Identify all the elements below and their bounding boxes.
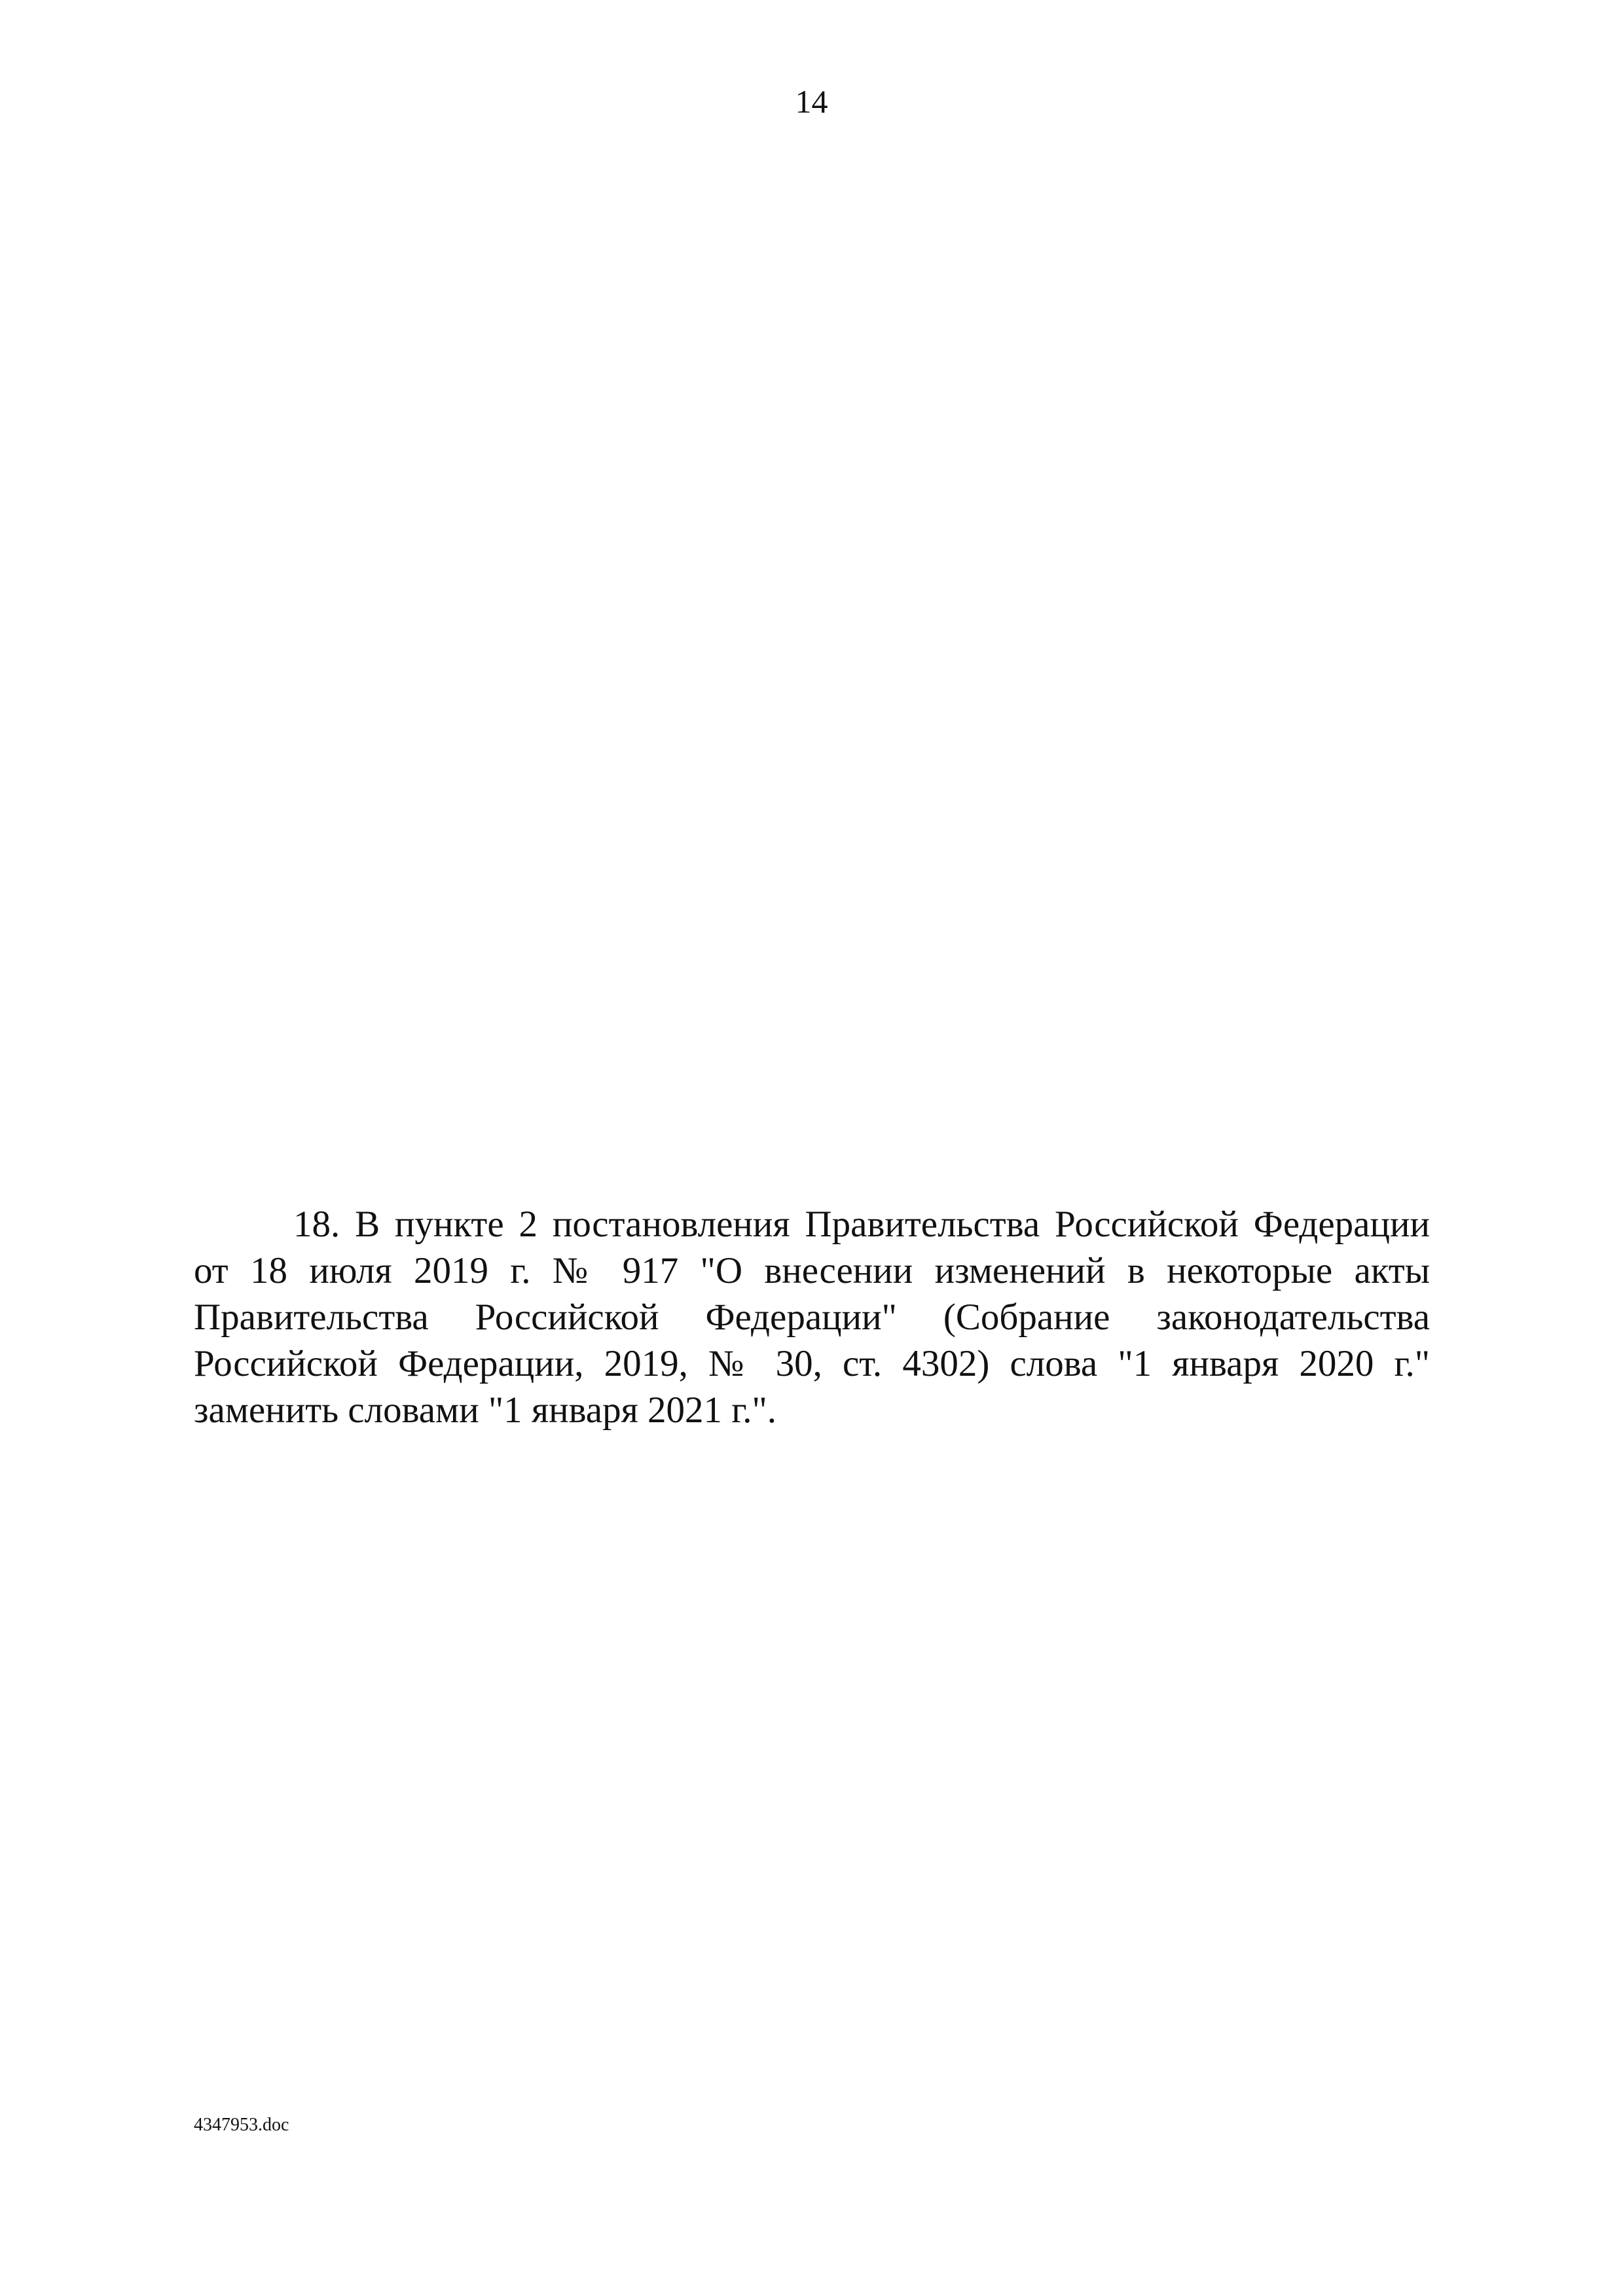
paragraph-line: 18. В пункте 2 постановления Правительства Российской Федерации: [293, 1204, 1430, 1245]
paragraph-line: Правительства Российской Федерации" (Собрание законодательства: [194, 1297, 1430, 1338]
paragraph-line: заменить словами "1 января 2021 г.".: [194, 1390, 777, 1431]
paragraph-line: от 18 июля 2019 г. № 917 "О внесении изменений в некоторые акты: [194, 1250, 1430, 1291]
page-number: 14: [795, 83, 828, 120]
footer-file-name: 4347953.doc: [194, 2115, 289, 2135]
paragraph-18: [194, 1201, 1430, 1433]
paragraph-line: Российской Федерации, 2019, № 30, ст. 4302) слова "1 января 2020 г.": [194, 1343, 1430, 1384]
